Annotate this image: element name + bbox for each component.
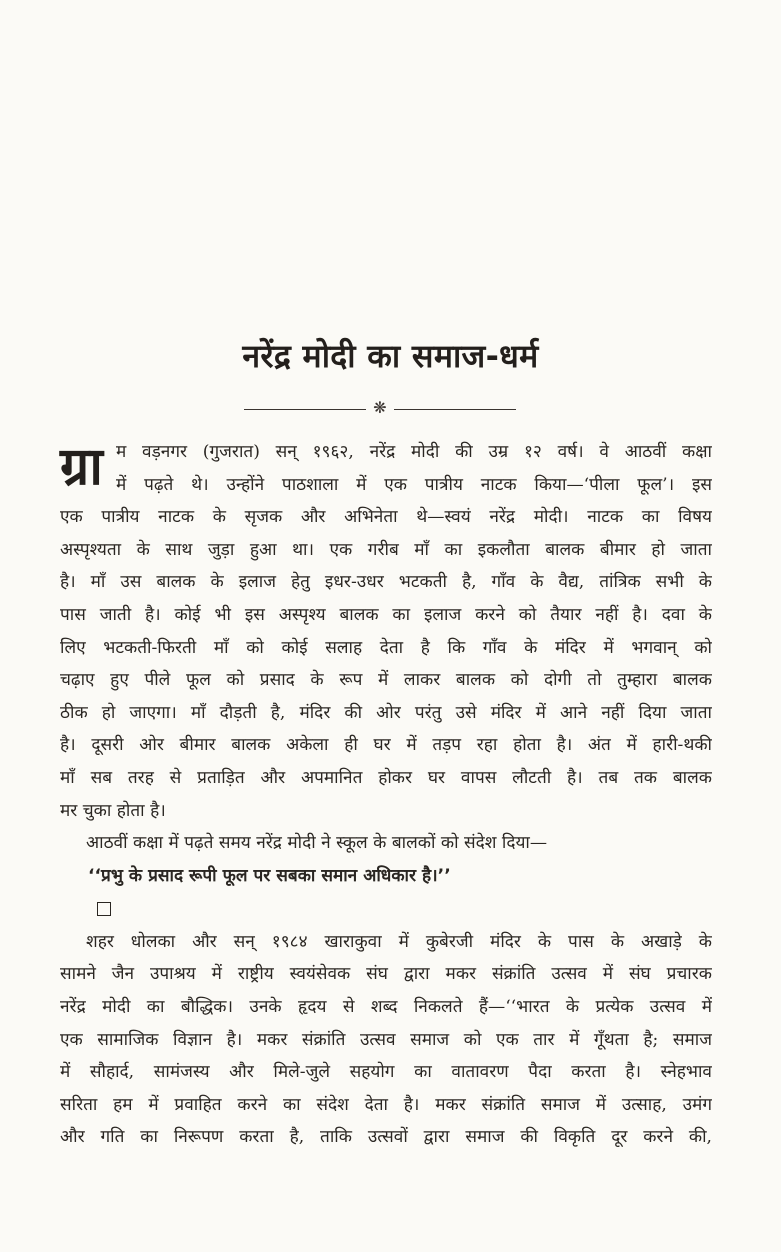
text-line: है। माँ उस बालक के इलाज हेतु इधर-उधर भटकती है, गाँव के वैद्य, तांत्रिक सभी के: [60, 572, 712, 593]
text-line: एक पात्रीय नाटक के सृजक और अभिनेता थे—स्वयं नरेंद्र मोदी। नाटक का विषय: [60, 507, 712, 528]
chapter-body: [60, 436, 712, 1154]
text-line: ठीक हो जाएगा। माँ दौड़ती है, मंदिर की ओर परंतु उसे मंदिर में आने नहीं दिया जाता: [60, 702, 712, 723]
title-ornament: [244, 398, 516, 417]
text-line: चढ़ाए हुए पीले फूल को प्रसाद के रूप में लाकर बालक को दोगी तो तुम्हारा बालक: [60, 670, 712, 691]
ornament-rule-right: [394, 409, 516, 410]
text-line: में सौहार्द, सामंजस्य और मिले-जुले सहयोग का वातावरण पैदा करता है। स्नेहभाव: [60, 1062, 712, 1083]
text-line: एक सामाजिक विज्ञान है। मकर संक्रांति उत्सव समाज को एक तार में गूँथता है; समाज: [60, 1029, 712, 1050]
ornament-rule-left: [244, 409, 366, 410]
text-line: में पढ़ते थे। उन्होंने पाठशाला में एक पात्रीय नाटक किया—‘पीला फूल’। इस: [116, 474, 712, 495]
drop-cap: ग्रा: [60, 437, 103, 497]
text-line: शहर धोलका और सन् १९८४ खाराकुवा में कुबेरजी मंदिर के पास के अखाड़े के: [86, 931, 712, 952]
paragraph-3: [60, 926, 712, 1154]
text-line: पास जाती है। कोई भी इस अस्पृश्य बालक का इलाज करने को तैयार नहीं है। दवा के: [60, 604, 712, 625]
text-line: है। दूसरी ओर बीमार बालक अकेला ही घर में तड़प रहा होता है। अंत में हारी-थकी: [60, 735, 712, 756]
text-line: सरिता हम में प्रवाहित करने का संदेश देता है। मकर संक्रांति समाज में उत्साह, उमंग: [60, 1094, 712, 1115]
text-line: म वड़नगर (गुजरात) सन् १९६२, नरेंद्र मोदी की उम्र १२ वर्ष। वे आठवीं कक्षा: [116, 442, 712, 462]
text-line: माँ सब तरह से प्रताड़ित और अपमानित होकर घर वापस लौटती है। तब तक बालक: [60, 767, 712, 788]
highlighted-quote: ‘‘प्रभु के प्रसाद रूपी फूल पर सबका समान अधिकार है।’’: [88, 865, 451, 886]
paragraph-2: [60, 827, 712, 926]
section-marker: [60, 892, 712, 926]
text-line: मर चुका होता है।: [60, 800, 166, 821]
text-line: सामने जैन उपाश्रय में राष्ट्रीय स्वयंसेवक संघ द्वारा मकर संक्रांति उत्सव में संघ प्रचारक: [60, 964, 712, 985]
chapter-title: नरेंद्र मोदी का समाज-धर्म: [242, 337, 539, 375]
text-line: और गति का निरूपण करता है, ताकि उत्सवों द्वारा समाज की विकृति दूर करने की,: [60, 1127, 712, 1148]
square-box-icon: [97, 902, 111, 916]
text-line: अस्पृश्यता के साथ जुड़ा हुआ था। एक गरीब माँ का इकलौता बालक बीमार हो जाता: [60, 539, 712, 560]
flower-ornament-icon: ❋: [373, 398, 387, 417]
paragraph-1: [60, 436, 712, 827]
text-line: आठवीं कक्षा में पढ़ते समय नरेंद्र मोदी ने स्कूल के बालकों को संदेश दिया—: [86, 833, 548, 854]
text-line: लिए भटकती-फिरती माँ को कोई सलाह देता है कि गाँव के मंदिर में भगवान् को: [60, 637, 712, 658]
text-line: नरेंद्र मोदी का बौद्धिक। उनके हृदय से शब्द निकलते हैं—‘‘भारत के प्रत्येक उत्सव में: [60, 996, 712, 1017]
